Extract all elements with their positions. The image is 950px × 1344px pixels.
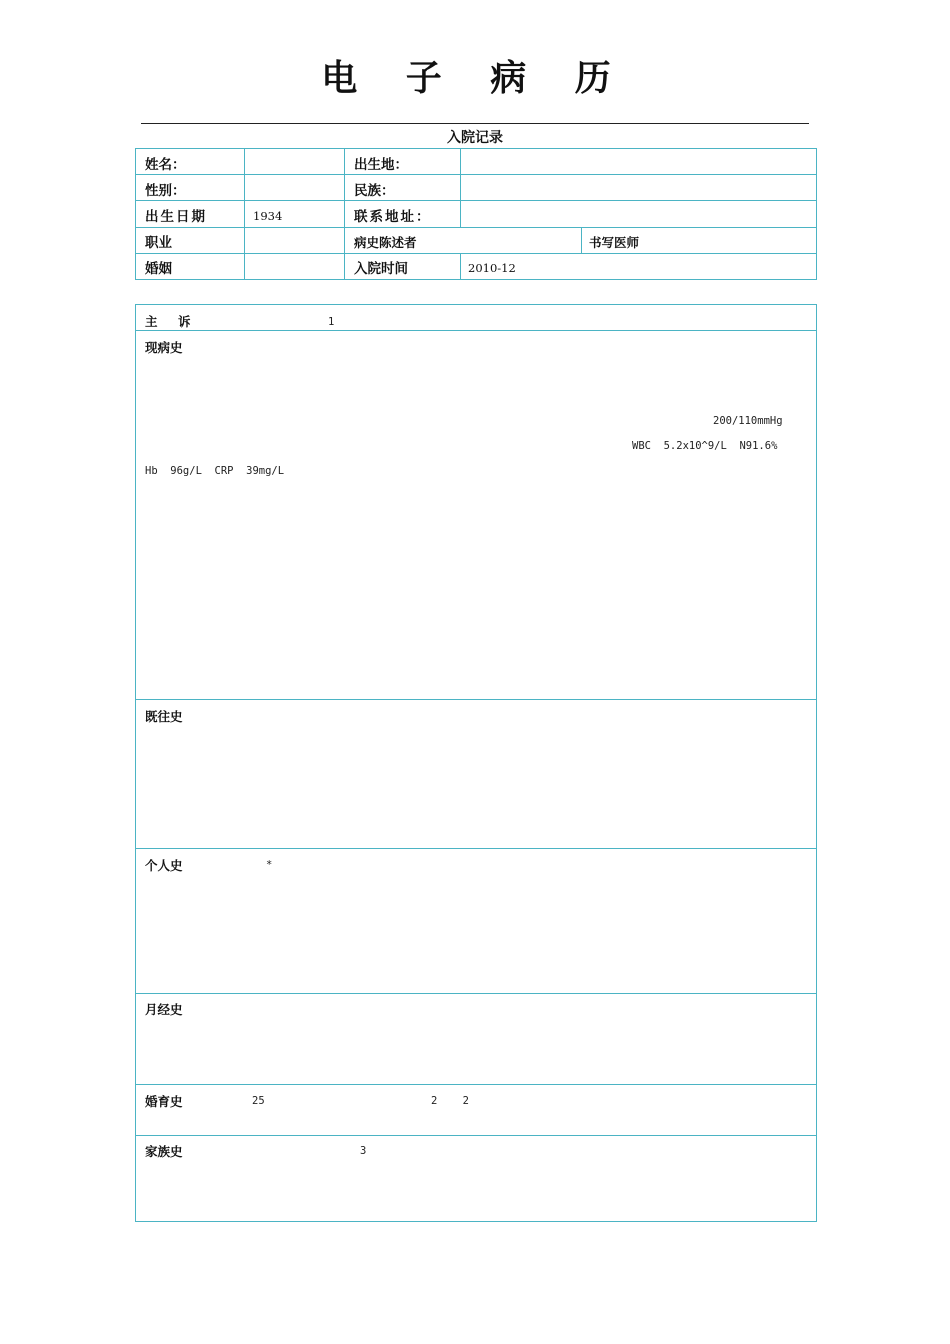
family-history-count: 3 (360, 1145, 367, 1157)
occupation-label: 职业 (145, 235, 172, 251)
chief-complaint-duration: 1 (328, 316, 335, 328)
family-history-label: 家族史 (145, 1144, 183, 1159)
blood-pressure-value: 200/110mmHg (713, 415, 783, 427)
blood-count-value: WBC 5.2x10^9/L N91.6% (632, 440, 778, 452)
section-divider (135, 699, 817, 700)
personal-history-label: 个人史 (145, 858, 183, 873)
menstrual-history-label: 月经史 (145, 1002, 183, 1017)
table-divider (135, 253, 817, 254)
section-divider (135, 848, 817, 849)
name-label: 姓名： (145, 157, 186, 173)
section-divider (135, 1084, 817, 1085)
table-divider (135, 200, 817, 201)
narrator-label: 病史陈述者 (354, 235, 417, 250)
table-divider (344, 148, 345, 280)
children-count-value: 2 2 (431, 1095, 469, 1107)
doctor-label: 书写医师 (589, 235, 640, 250)
record-type-heading: 入院记录 (447, 130, 503, 146)
sex-label: 性别： (145, 183, 186, 199)
section-divider (135, 1135, 817, 1136)
marriage-label: 婚姻 (145, 261, 172, 277)
admission-time-value[interactable]: 2010-12 (468, 261, 516, 275)
lab-results-value: Hb 96g/L CRP 39mg/L (145, 465, 285, 477)
personal-history-mark: * (266, 859, 273, 871)
past-history-label: 既往史 (145, 709, 183, 724)
marital-history-label: 婚育史 (145, 1094, 183, 1109)
present-illness-label: 现病史 (145, 340, 183, 355)
birthplace-label: 出生地： (354, 157, 408, 173)
birthdate-value[interactable]: 1934 (253, 209, 283, 223)
section-divider (135, 330, 817, 331)
chief-complaint-label: 主 诉 (145, 314, 195, 329)
marital-age-value: 25 (252, 1095, 265, 1107)
section-divider (135, 993, 817, 994)
title-divider (141, 123, 809, 124)
birthdate-label: 出生日期 (145, 209, 207, 225)
table-divider (135, 174, 817, 175)
table-divider (581, 227, 582, 253)
document-title: 电 子 病 历 (321, 57, 629, 99)
table-divider (460, 253, 461, 280)
table-divider (460, 148, 461, 227)
address-label: 联系地址： (354, 209, 432, 225)
table-divider (135, 227, 817, 228)
admission-time-label: 入院时间 (354, 261, 408, 277)
table-divider (244, 148, 245, 280)
ethnicity-label: 民族： (354, 183, 395, 199)
